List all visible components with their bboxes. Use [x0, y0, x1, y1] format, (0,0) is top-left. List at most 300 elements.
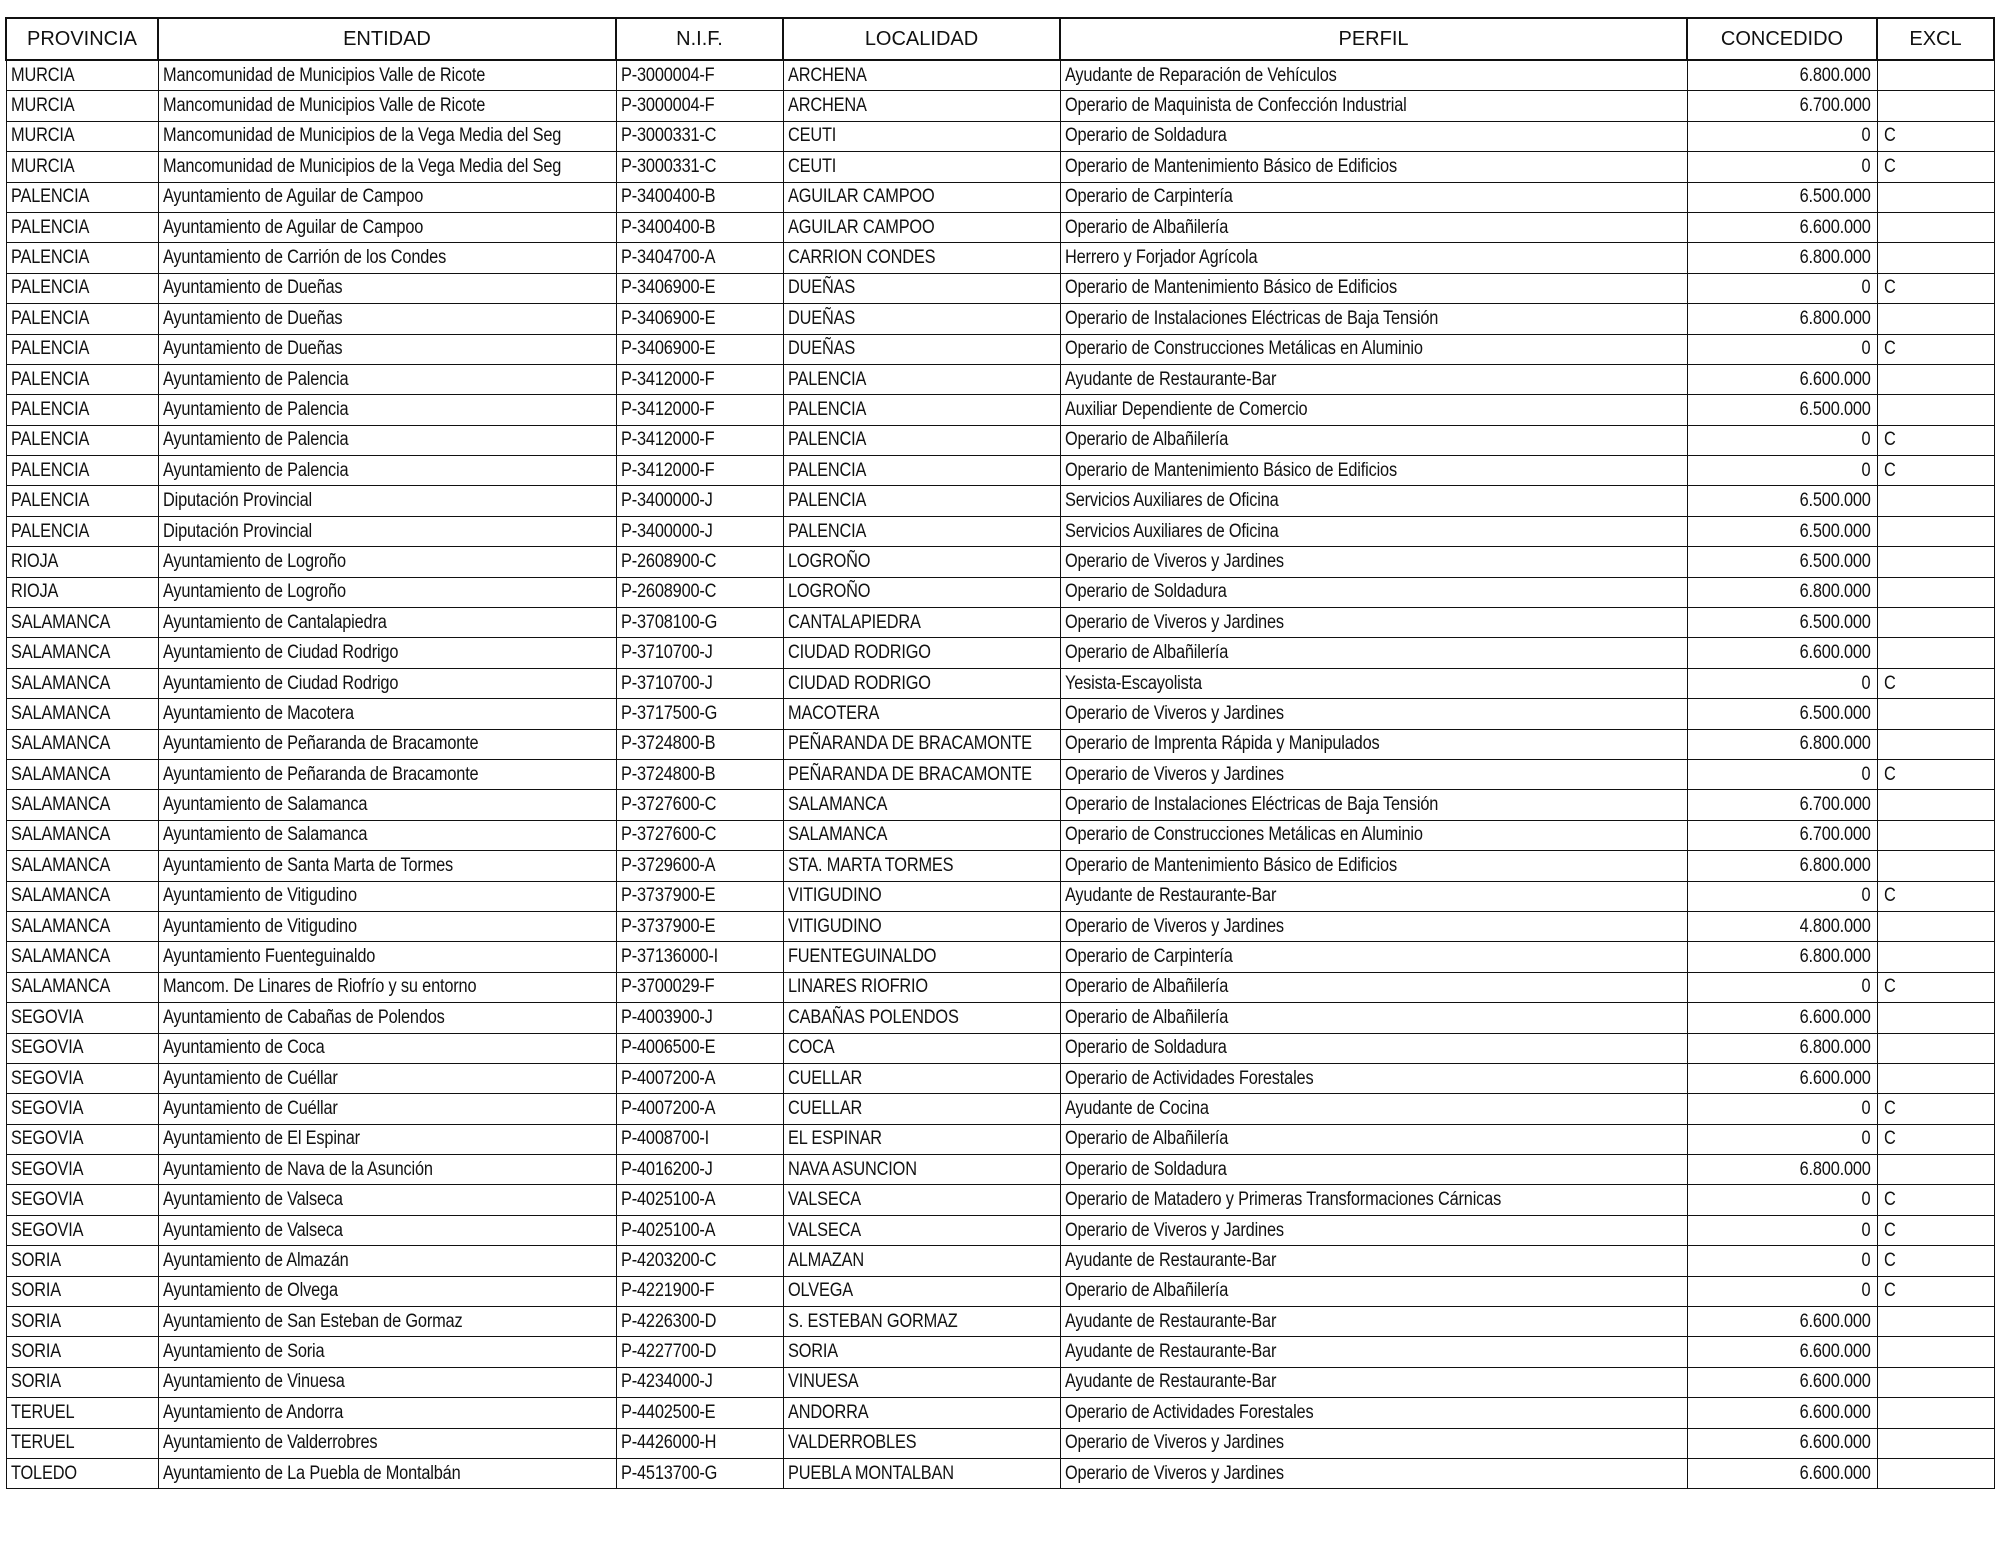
cell-concedido [1687, 851, 1877, 881]
cell-concedido [1687, 638, 1877, 668]
cell-localidad-text: CARRION CONDES [787, 247, 935, 269]
cell-concedido-text: 6.800.000 [1799, 733, 1871, 755]
cell-excl-text: C [1883, 277, 1896, 299]
cell-localidad [783, 1033, 1060, 1063]
cell-entidad [158, 699, 616, 729]
cell-perfil-text: Operario de Mantenimiento Básico de Edificios [1064, 854, 1397, 876]
cell-excl [1877, 881, 1994, 911]
cell-nif [616, 881, 783, 911]
cell-provincia-text: SORIA [10, 1310, 61, 1332]
table-row [6, 942, 1994, 972]
cell-entidad-text: Ayuntamiento de La Puebla de Montalbán [162, 1462, 461, 1484]
cell-nif [616, 121, 783, 151]
cell-perfil [1060, 1155, 1687, 1185]
cell-localidad-text: CANTALAPIEDRA [787, 611, 921, 633]
cell-entidad [158, 1063, 616, 1093]
cell-concedido [1687, 60, 1877, 91]
cell-entidad [158, 152, 616, 182]
cell-concedido-text: 6.700.000 [1799, 794, 1871, 816]
cell-entidad-text: Ayuntamiento de Logroño [162, 581, 346, 603]
cell-nif-text: P-3727600-C [620, 794, 716, 816]
cell-concedido [1687, 516, 1877, 546]
cell-localidad [783, 790, 1060, 820]
cell-perfil-text: Operario de Construcciones Metálicas en Aluminio [1064, 338, 1423, 360]
cell-provincia [6, 1185, 158, 1215]
cell-concedido-text: 6.600.000 [1799, 1401, 1871, 1423]
cell-excl-text: C [1883, 976, 1896, 998]
cell-perfil-text: Ayudante de Restaurante-Bar [1064, 1310, 1276, 1332]
cell-perfil-text: Ayudante de Restaurante-Bar [1064, 1341, 1276, 1363]
cell-nif-text: P-3404700-A [620, 247, 715, 269]
cell-concedido-text: 0 [1861, 763, 1871, 785]
cell-excl [1877, 547, 1994, 577]
cell-entidad [158, 121, 616, 151]
cell-perfil-text: Herrero y Forjador Agrícola [1064, 247, 1257, 269]
cell-concedido [1687, 1033, 1877, 1063]
cell-provincia [6, 851, 158, 881]
cell-concedido-text: 6.500.000 [1799, 490, 1871, 512]
cell-localidad-text: LOGROÑO [787, 550, 870, 572]
cell-nif [616, 1367, 783, 1397]
cell-excl-text: C [1883, 125, 1896, 147]
cell-nif-text: P-4227700-D [620, 1341, 716, 1363]
cell-entidad [158, 1398, 616, 1428]
cell-perfil [1060, 1124, 1687, 1154]
cell-entidad [158, 729, 616, 759]
cell-nif [616, 942, 783, 972]
cell-concedido-text: 0 [1861, 1219, 1871, 1241]
cell-nif [616, 395, 783, 425]
cell-provincia [6, 60, 158, 91]
cell-nif-text: P-2608900-C [620, 581, 716, 603]
cell-concedido [1687, 1215, 1877, 1245]
cell-localidad [783, 1094, 1060, 1124]
cell-entidad-text: Ayuntamiento de Dueñas [162, 338, 342, 360]
cell-nif [616, 1276, 783, 1306]
cell-localidad-text: PALENCIA [787, 459, 866, 481]
header-row [6, 18, 1994, 60]
cell-perfil [1060, 942, 1687, 972]
cell-entidad-text: Ayuntamiento de Cuéllar [162, 1067, 338, 1089]
cell-excl [1877, 1307, 1994, 1337]
cell-excl [1877, 790, 1994, 820]
cell-perfil-text: Operario de Instalaciones Eléctricas de Baja Tensión [1064, 307, 1438, 329]
cell-provincia-text: SEGOVIA [10, 1158, 83, 1180]
cell-entidad-text: Diputación Provincial [162, 490, 312, 512]
table-row [6, 729, 1994, 759]
cell-concedido [1687, 1246, 1877, 1276]
cell-perfil [1060, 547, 1687, 577]
cell-nif-text: P-3412000-F [620, 398, 714, 420]
cell-excl [1877, 304, 1994, 334]
table-row [6, 1215, 1994, 1245]
cell-provincia [6, 638, 158, 668]
cell-concedido-text: 6.500.000 [1799, 550, 1871, 572]
cell-concedido [1687, 456, 1877, 486]
cell-localidad-text: VALDERROBLES [787, 1432, 916, 1454]
table-row [6, 1398, 1994, 1428]
table-row [6, 881, 1994, 911]
cell-entidad-text: Ayuntamiento de Dueñas [162, 307, 342, 329]
cell-nif-text: P-3000004-F [620, 64, 714, 86]
cell-excl-text: C [1883, 1128, 1896, 1150]
cell-excl [1877, 972, 1994, 1002]
cell-perfil [1060, 1337, 1687, 1367]
cell-nif [616, 851, 783, 881]
cell-provincia-text: SEGOVIA [10, 1128, 83, 1150]
cell-provincia-text: SORIA [10, 1280, 61, 1302]
cell-entidad [158, 1307, 616, 1337]
table-row [6, 425, 1994, 455]
cell-concedido-text: 6.800.000 [1799, 854, 1871, 876]
table-row [6, 334, 1994, 364]
cell-entidad-text: Ayuntamiento de Andorra [162, 1401, 343, 1423]
cell-excl [1877, 121, 1994, 151]
cell-nif-text: P-3727600-C [620, 824, 716, 846]
cell-localidad-text: DUEÑAS [787, 307, 855, 329]
cell-perfil-text: Operario de Soldadura [1064, 125, 1227, 147]
cell-provincia [6, 1215, 158, 1245]
cell-entidad-text: Ayuntamiento de Cabañas de Polendos [162, 1006, 445, 1028]
cell-nif-text: P-4221900-F [620, 1280, 714, 1302]
cell-localidad [783, 972, 1060, 1002]
table-row [6, 1003, 1994, 1033]
cell-nif [616, 486, 783, 516]
cell-excl-text: C [1883, 1280, 1896, 1302]
cell-entidad-text: Ayuntamiento de Soria [162, 1341, 324, 1363]
cell-nif-text: P-3737900-E [620, 885, 715, 907]
table-row [6, 851, 1994, 881]
cell-nif-text: P-3412000-F [620, 429, 714, 451]
cell-nif-text: P-3406900-E [620, 307, 715, 329]
cell-entidad-text: Ayuntamiento de Cantalapiedra [162, 611, 387, 633]
cell-perfil-text: Operario de Mantenimiento Básico de Edificios [1064, 277, 1397, 299]
cell-provincia [6, 1307, 158, 1337]
cell-provincia-text: SEGOVIA [10, 1219, 83, 1241]
cell-concedido-text: 6.800.000 [1799, 307, 1871, 329]
cell-entidad [158, 1276, 616, 1306]
cell-localidad-text: DUEÑAS [787, 338, 855, 360]
cell-localidad [783, 699, 1060, 729]
cell-provincia-text: MURCIA [10, 95, 74, 117]
cell-excl [1877, 699, 1994, 729]
cell-perfil-text: Operario de Mantenimiento Básico de Edificios [1064, 155, 1397, 177]
cell-excl [1877, 577, 1994, 607]
cell-concedido-text: 6.700.000 [1799, 824, 1871, 846]
cell-provincia-text: SALAMANCA [10, 915, 110, 937]
cell-nif-text: P-3724800-B [620, 763, 715, 785]
cell-localidad [783, 1428, 1060, 1458]
cell-localidad [783, 729, 1060, 759]
cell-provincia-text: SORIA [10, 1249, 61, 1271]
cell-nif-text: P-4402500-E [620, 1401, 715, 1423]
cell-entidad [158, 395, 616, 425]
cell-provincia-text: SALAMANCA [10, 854, 110, 876]
cell-nif-text: P-3710700-J [620, 672, 713, 694]
cell-nif [616, 577, 783, 607]
cell-perfil-text: Operario de Soldadura [1064, 581, 1227, 603]
cell-nif-text: P-4016200-J [620, 1158, 713, 1180]
cell-provincia [6, 1246, 158, 1276]
cell-entidad [158, 851, 616, 881]
cell-localidad-text: OLVEGA [787, 1280, 853, 1302]
cell-concedido-text: 0 [1861, 1097, 1871, 1119]
cell-provincia [6, 759, 158, 789]
cell-provincia [6, 395, 158, 425]
cell-perfil [1060, 334, 1687, 364]
cell-provincia [6, 1276, 158, 1306]
cell-entidad-text: Ayuntamiento de Palencia [162, 398, 348, 420]
cell-entidad [158, 1124, 616, 1154]
cell-nif [616, 1458, 783, 1488]
cell-provincia-text: TERUEL [10, 1401, 74, 1423]
cell-entidad [158, 516, 616, 546]
cell-perfil-text: Ayudante de Restaurante-Bar [1064, 368, 1276, 390]
cell-perfil [1060, 638, 1687, 668]
cell-perfil [1060, 1367, 1687, 1397]
cell-perfil-text: Operario de Carpintería [1064, 186, 1233, 208]
cell-provincia-text: PALENCIA [10, 429, 89, 451]
cell-concedido-text: 0 [1861, 459, 1871, 481]
cell-nif-text: P-3406900-E [620, 338, 715, 360]
cell-provincia-text: PALENCIA [10, 307, 89, 329]
cell-localidad [783, 516, 1060, 546]
cell-excl [1877, 243, 1994, 273]
cell-concedido [1687, 425, 1877, 455]
cell-localidad [783, 1124, 1060, 1154]
cell-localidad-text: PALENCIA [787, 429, 866, 451]
cell-perfil-text: Ayudante de Restaurante-Bar [1064, 1371, 1276, 1393]
cell-concedido-text: 6.600.000 [1799, 1462, 1871, 1484]
table-row [6, 790, 1994, 820]
cell-provincia [6, 577, 158, 607]
table-row [6, 516, 1994, 546]
cell-perfil-text: Operario de Imprenta Rápida y Manipulados [1064, 733, 1379, 755]
cell-concedido-text: 0 [1861, 1189, 1871, 1211]
table-row [6, 577, 1994, 607]
cell-nif-text: P-3700029-F [620, 976, 714, 998]
cell-localidad [783, 1215, 1060, 1245]
table-row [6, 152, 1994, 182]
cell-nif-text: P-4007200-A [620, 1097, 715, 1119]
cell-entidad-text: Ayuntamiento de Vitigudino [162, 885, 357, 907]
cell-perfil-text: Operario de Viveros y Jardines [1064, 1219, 1284, 1241]
cell-perfil-text: Operario de Viveros y Jardines [1064, 1462, 1284, 1484]
cell-concedido-text: 6.800.000 [1799, 64, 1871, 86]
cell-localidad-text: S. ESTEBAN GORMAZ [787, 1310, 958, 1332]
cell-nif [616, 699, 783, 729]
cell-localidad-text: AGUILAR CAMPOO [787, 186, 934, 208]
cell-concedido-text: 0 [1861, 672, 1871, 694]
cell-provincia-text: SALAMANCA [10, 946, 110, 968]
cell-provincia [6, 1428, 158, 1458]
cell-excl [1877, 395, 1994, 425]
cell-nif-text: P-4008700-I [620, 1128, 709, 1150]
cell-entidad-text: Ayuntamiento de Palencia [162, 459, 348, 481]
cell-concedido [1687, 911, 1877, 941]
cell-concedido [1687, 182, 1877, 212]
cell-perfil-text: Operario de Soldadura [1064, 1037, 1227, 1059]
cell-nif-text: P-4234000-J [620, 1371, 713, 1393]
cell-localidad [783, 1063, 1060, 1093]
cell-perfil [1060, 304, 1687, 334]
cell-perfil [1060, 1307, 1687, 1337]
cell-concedido-text: 6.500.000 [1799, 611, 1871, 633]
cell-nif-text: P-3724800-B [620, 733, 715, 755]
cell-perfil-text: Ayudante de Restaurante-Bar [1064, 1249, 1276, 1271]
cell-perfil-text: Operario de Matadero y Primeras Transformaciones Cárnicas [1064, 1189, 1501, 1211]
cell-concedido-text: 6.500.000 [1799, 702, 1871, 724]
cell-provincia-text: PALENCIA [10, 186, 89, 208]
cell-provincia-text: PALENCIA [10, 247, 89, 269]
cell-entidad-text: Ayuntamiento de Olvega [162, 1280, 338, 1302]
cell-localidad [783, 486, 1060, 516]
cell-entidad [158, 881, 616, 911]
cell-provincia-text: MURCIA [10, 64, 74, 86]
cell-excl-text: C [1883, 763, 1896, 785]
cell-perfil [1060, 1003, 1687, 1033]
cell-excl-text: C [1883, 1097, 1896, 1119]
cell-localidad-text: ALMAZAN [787, 1249, 864, 1271]
cell-excl [1877, 1094, 1994, 1124]
cell-excl [1877, 1215, 1994, 1245]
cell-entidad-text: Ayuntamiento de El Espinar [162, 1128, 360, 1150]
cell-perfil-text: Ayudante de Restaurante-Bar [1064, 885, 1276, 907]
cell-localidad [783, 60, 1060, 91]
cell-provincia-text: SALAMANCA [10, 733, 110, 755]
cell-perfil [1060, 1033, 1687, 1063]
cell-excl [1877, 608, 1994, 638]
cell-perfil-text: Operario de Albañilería [1064, 429, 1228, 451]
table-row [6, 1307, 1994, 1337]
cell-perfil [1060, 911, 1687, 941]
cell-excl [1877, 1246, 1994, 1276]
table-row [6, 1428, 1994, 1458]
cell-entidad [158, 911, 616, 941]
cell-concedido [1687, 1337, 1877, 1367]
cell-nif [616, 972, 783, 1002]
cell-concedido [1687, 1398, 1877, 1428]
cell-provincia-text: RIOJA [10, 581, 58, 603]
cell-concedido [1687, 1094, 1877, 1124]
cell-perfil-text: Operario de Mantenimiento Básico de Edificios [1064, 459, 1397, 481]
table-row [6, 1033, 1994, 1063]
cell-concedido [1687, 1276, 1877, 1306]
cell-localidad [783, 1398, 1060, 1428]
cell-excl [1877, 152, 1994, 182]
cell-entidad-text: Ayuntamiento de Valseca [162, 1219, 343, 1241]
cell-entidad-text: Ayuntamiento de Vitigudino [162, 915, 357, 937]
cell-concedido-text: 6.600.000 [1799, 1067, 1871, 1089]
cell-entidad [158, 1155, 616, 1185]
cell-excl [1877, 334, 1994, 364]
cell-nif-text: P-2608900-C [620, 550, 716, 572]
table-row [6, 1367, 1994, 1397]
cell-nif [616, 790, 783, 820]
cell-excl [1877, 1155, 1994, 1185]
cell-concedido-text: 6.600.000 [1799, 1341, 1871, 1363]
cell-provincia [6, 1033, 158, 1063]
cell-localidad [783, 759, 1060, 789]
cell-localidad [783, 911, 1060, 941]
cell-nif-text: P-3412000-F [620, 459, 714, 481]
cell-nif [616, 608, 783, 638]
cell-provincia-text: TERUEL [10, 1432, 74, 1454]
cell-localidad-text: LINARES RIOFRIO [787, 976, 928, 998]
cell-nif-text: P-3400400-B [620, 186, 715, 208]
cell-provincia [6, 1155, 158, 1185]
cell-perfil [1060, 1276, 1687, 1306]
cell-nif [616, 91, 783, 121]
cell-entidad [158, 1033, 616, 1063]
cell-nif-text: P-4007200-A [620, 1067, 715, 1089]
cell-nif-text: P-4025100-A [620, 1219, 715, 1241]
table-row [6, 121, 1994, 151]
cell-localidad-text: ANDORRA [787, 1401, 869, 1423]
cell-localidad-text: CIUDAD RODRIGO [787, 672, 931, 694]
cell-nif-text: P-4226300-D [620, 1310, 716, 1332]
cell-perfil-text: Operario de Maquinista de Confección Industrial [1064, 95, 1407, 117]
cell-localidad-text: CEUTI [787, 125, 836, 147]
table-row [6, 60, 1994, 91]
cell-provincia [6, 1367, 158, 1397]
cell-provincia [6, 516, 158, 546]
cell-localidad [783, 395, 1060, 425]
cell-nif [616, 60, 783, 91]
cell-nif-text: P-3717500-G [620, 702, 717, 724]
cell-entidad-text: Mancomunidad de Municipios Valle de Ricote [162, 64, 485, 86]
cell-entidad-text: Ayuntamiento de Ciudad Rodrigo [162, 672, 398, 694]
cell-provincia [6, 668, 158, 698]
table-row [6, 243, 1994, 273]
cell-provincia [6, 911, 158, 941]
cell-perfil-text: Operario de Albañilería [1064, 976, 1228, 998]
cell-provincia-text: SEGOVIA [10, 1097, 83, 1119]
cell-localidad [783, 638, 1060, 668]
cell-perfil [1060, 91, 1687, 121]
cell-excl-text: C [1883, 1189, 1896, 1211]
grants-table [5, 17, 1995, 1489]
cell-perfil-text: Yesista-Escayolista [1064, 672, 1202, 694]
cell-localidad-text: LOGROÑO [787, 581, 870, 603]
cell-provincia [6, 547, 158, 577]
cell-concedido-text: 0 [1861, 1128, 1871, 1150]
cell-provincia [6, 182, 158, 212]
cell-provincia-text: TOLEDO [10, 1462, 77, 1484]
cell-concedido [1687, 152, 1877, 182]
cell-perfil-text: Auxiliar Dependiente de Comercio [1064, 398, 1307, 420]
cell-localidad [783, 881, 1060, 911]
cell-entidad [158, 1337, 616, 1367]
cell-entidad-text: Mancomunidad de Municipios Valle de Ricote [162, 95, 485, 117]
table-row [6, 668, 1994, 698]
cell-concedido-text: 0 [1861, 976, 1871, 998]
cell-perfil [1060, 972, 1687, 1002]
cell-excl [1877, 638, 1994, 668]
cell-entidad [158, 608, 616, 638]
cell-provincia [6, 212, 158, 242]
cell-provincia-text: SALAMANCA [10, 763, 110, 785]
cell-concedido-text: 0 [1861, 338, 1871, 360]
cell-excl [1877, 729, 1994, 759]
cell-provincia-text: PALENCIA [10, 277, 89, 299]
cell-concedido-text: 0 [1861, 885, 1871, 907]
cell-concedido [1687, 1458, 1877, 1488]
cell-concedido-text: 6.800.000 [1799, 247, 1871, 269]
cell-excl [1877, 273, 1994, 303]
cell-perfil-text: Operario de Albañilería [1064, 216, 1228, 238]
cell-entidad [158, 942, 616, 972]
